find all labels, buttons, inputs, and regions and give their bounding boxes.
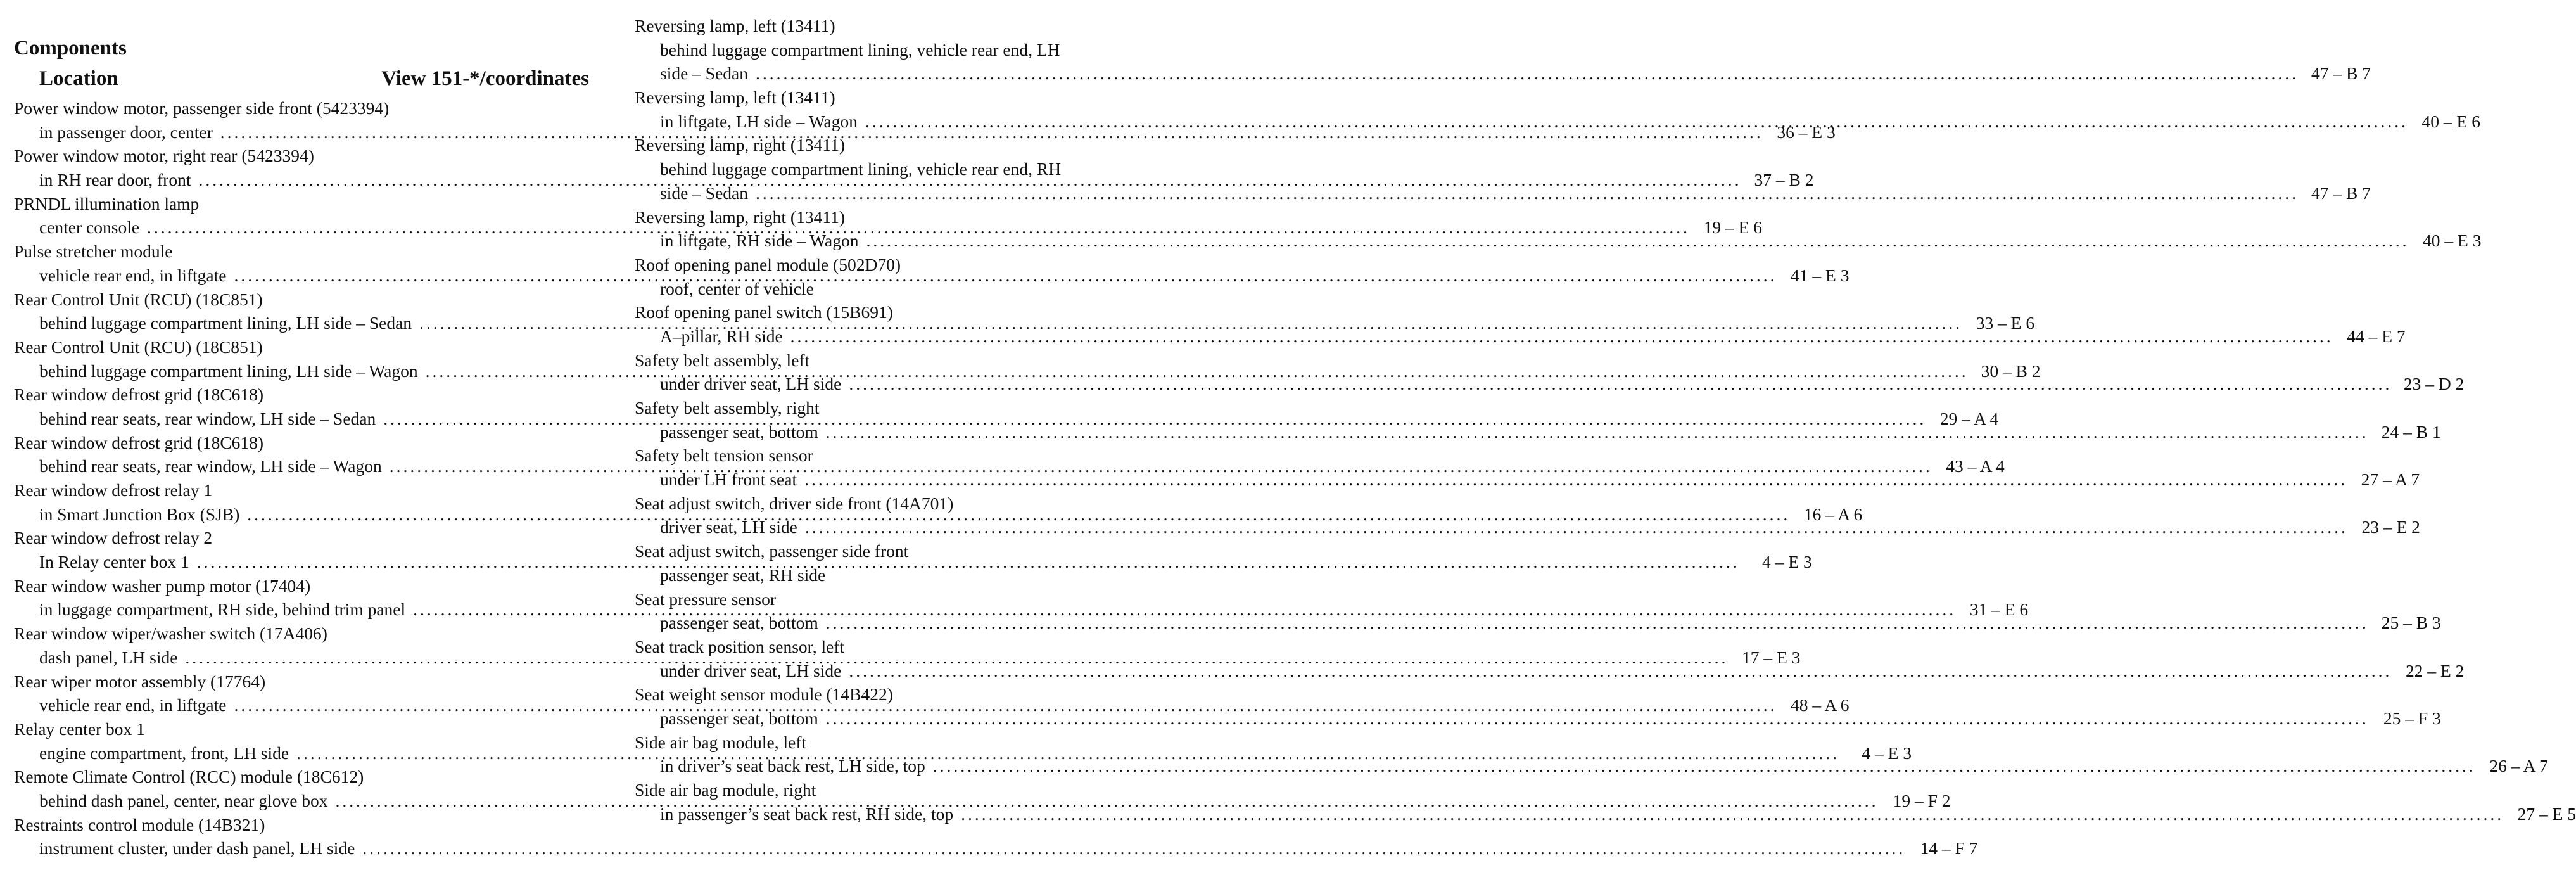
location-row bbox=[635, 468, 2420, 492]
view-coordinate: 29 – A 4 bbox=[1939, 408, 1999, 428]
component-location: dash panel, LH side bbox=[39, 647, 178, 667]
component-name: Seat adjust switch, passenger side front bbox=[635, 541, 909, 561]
component-name: Roof opening panel module (502D70) bbox=[635, 254, 901, 274]
location-row bbox=[635, 229, 2482, 253]
view-coordinate: 27 – E 5 bbox=[2517, 803, 2576, 824]
dot-leader bbox=[756, 61, 2299, 86]
component-name: Power window motor, right rear (5423394) bbox=[14, 146, 314, 166]
location-row bbox=[635, 706, 2441, 731]
view-coordinate: 43 – A 4 bbox=[1946, 456, 2005, 476]
component-name: Seat track position sensor, left bbox=[635, 636, 845, 656]
dot-leader bbox=[933, 754, 2476, 778]
view-coordinate: 48 – A 6 bbox=[1791, 695, 1850, 715]
view-coordinate: 40 – E 3 bbox=[2423, 231, 2482, 251]
component-location: under driver seat, LH side bbox=[660, 374, 842, 394]
component-location: in Smart Junction Box (SJB) bbox=[39, 504, 240, 524]
component-name: Seat weight sensor module (14B422) bbox=[635, 684, 893, 705]
location-row bbox=[635, 372, 2465, 396]
component-location: under LH front seat bbox=[660, 470, 797, 490]
component-name: Rear window defrost relay 2 bbox=[14, 528, 213, 548]
component-name: Pulse stretcher module bbox=[14, 241, 173, 262]
view-coordinate: 41 – E 3 bbox=[1791, 265, 1850, 285]
component-entry bbox=[635, 14, 2371, 86]
view-coordinate: 40 – E 6 bbox=[2421, 111, 2480, 131]
view-coordinate: 25 – F 3 bbox=[2383, 708, 2441, 728]
view-coordinate: 36 – E 3 bbox=[1777, 122, 1836, 142]
dot-leader bbox=[826, 420, 2369, 444]
component-location: vehicle rear end, in liftgate bbox=[39, 695, 227, 715]
component-name: Relay center box 1 bbox=[14, 719, 145, 739]
component-name: Roof opening panel switch (15B691) bbox=[635, 302, 893, 323]
component-name: Rear window wiper/washer switch (17A406) bbox=[14, 623, 327, 644]
component-location: center console bbox=[39, 217, 140, 238]
component-name: Rear window defrost grid (18C618) bbox=[14, 432, 264, 452]
component-location: in driver’s seat back rest, LH side, top bbox=[660, 756, 925, 776]
view-coordinate: 47 – B 7 bbox=[2311, 182, 2371, 203]
component-location: In Relay center box 1 bbox=[39, 552, 189, 572]
view-coordinate: 4 – E 3 bbox=[1762, 552, 1812, 572]
view-coordinate: 19 – E 6 bbox=[1703, 217, 1763, 238]
component-entry bbox=[635, 253, 1207, 300]
component-name: Side air bag module, left bbox=[635, 732, 807, 752]
component-name: Safety belt assembly, right bbox=[635, 398, 820, 418]
component-location: in passenger’s seat back rest, RH side, top bbox=[660, 803, 954, 824]
component-location: A–pillar, RH side bbox=[660, 326, 783, 346]
component-location: in liftgate, RH side – Wagon bbox=[660, 231, 859, 251]
component-name: Seat adjust switch, driver side front (14A701) bbox=[635, 493, 954, 513]
dot-leader bbox=[804, 468, 2347, 492]
dot-leader bbox=[826, 611, 2369, 635]
component-location: behind luggage compartment lining, LH side – Wagon bbox=[39, 361, 418, 381]
dot-leader bbox=[961, 802, 2504, 826]
view-coordinate: 30 – B 2 bbox=[1981, 361, 2041, 381]
view-coordinate: 47 – B 7 bbox=[2311, 63, 2371, 84]
component-location-line: behind luggage compartment lining, vehicle rear end, RH bbox=[660, 159, 1062, 179]
component-location: roof, center of vehicle bbox=[660, 278, 814, 298]
component-name: Rear Control Unit (RCU) (18C851) bbox=[14, 289, 263, 309]
component-location: instrument cluster, under dash panel, LH side bbox=[39, 838, 355, 859]
component-location: in passenger door, center bbox=[39, 122, 213, 142]
location-row bbox=[635, 659, 2465, 683]
component-name: Reversing lamp, left (13411) bbox=[635, 16, 835, 35]
location-row bbox=[635, 420, 2441, 444]
view-coordinate: 24 – B 1 bbox=[2381, 421, 2441, 442]
location-row bbox=[635, 611, 2441, 635]
location-row bbox=[635, 277, 1207, 301]
view-coordinate: 17 – E 3 bbox=[1741, 647, 1801, 667]
dot-leader bbox=[362, 836, 1905, 860]
component-name: Power window motor, passenger side front (5423394) bbox=[14, 98, 390, 118]
location-row bbox=[635, 324, 2406, 348]
component-location: passenger seat, bottom bbox=[660, 421, 818, 442]
component-location: engine compartment, front, LH side bbox=[39, 743, 289, 763]
view-coordinate: 16 – A 6 bbox=[1803, 504, 1863, 524]
view-coordinate: 25 – B 3 bbox=[2381, 613, 2441, 633]
dot-leader bbox=[826, 706, 2369, 731]
component-location: in RH rear door, front bbox=[39, 170, 191, 190]
view-coordinate: 27 – A 7 bbox=[2361, 470, 2420, 490]
component-location: under driver seat, LH side bbox=[660, 660, 842, 681]
column-headers bbox=[14, 61, 589, 96]
view-coordinate: 31 – E 6 bbox=[1969, 599, 2029, 620]
location-row bbox=[635, 802, 2576, 826]
view-coordinates-header: View 151-*/coordinates bbox=[381, 67, 589, 90]
component-location: in luggage compartment, RH side, behind trim panel bbox=[39, 599, 406, 620]
location-row bbox=[635, 754, 2548, 778]
component-location-line: behind luggage compartment lining, vehicle rear end, LH bbox=[660, 39, 1060, 60]
dot-leader bbox=[849, 372, 2392, 396]
component-location: in liftgate, LH side – Wagon bbox=[660, 111, 858, 131]
component-name: Reversing lamp, left (13411) bbox=[635, 87, 835, 108]
component-location: behind dash panel, center, near glove box bbox=[39, 790, 328, 810]
component-name: PRNDL illumination lamp bbox=[14, 193, 200, 214]
view-coordinate: 19 – F 2 bbox=[1893, 790, 1951, 810]
component-name: Restraints control module (14B321) bbox=[14, 814, 265, 834]
location-row bbox=[635, 181, 2371, 205]
component-location: passenger seat, bottom bbox=[660, 613, 818, 633]
component-location: behind luggage compartment lining, LH side – Sedan bbox=[39, 313, 412, 333]
view-coordinate: 4 – E 3 bbox=[1862, 743, 1912, 763]
component-name: Reversing lamp, right (13411) bbox=[635, 135, 845, 155]
view-coordinate: 23 – D 2 bbox=[2403, 374, 2465, 394]
dot-leader bbox=[805, 515, 2348, 539]
component-location: behind rear seats, rear window, LH side – Wagon bbox=[39, 456, 382, 476]
component-name: Rear Control Unit (RCU) (18C851) bbox=[14, 336, 263, 357]
dot-leader bbox=[756, 181, 2299, 205]
view-coordinate: 44 – E 7 bbox=[2347, 326, 2406, 346]
component-name: Rear window defrost relay 1 bbox=[14, 480, 213, 500]
component-location: passenger seat, bottom bbox=[660, 708, 818, 728]
component-location: vehicle rear end, in liftgate bbox=[39, 265, 227, 285]
location-row bbox=[14, 836, 1978, 860]
location-header: Location bbox=[39, 67, 118, 90]
view-coordinate: 37 – B 2 bbox=[1754, 170, 1814, 190]
component-entry bbox=[635, 539, 1207, 587]
component-location: driver seat, LH side bbox=[660, 517, 797, 537]
component-name: Seat pressure sensor bbox=[635, 589, 776, 609]
location-row bbox=[635, 563, 1207, 587]
dot-leader bbox=[790, 324, 2333, 348]
component-location: passenger seat, RH side bbox=[660, 565, 826, 585]
component-name: Safety belt tension sensor bbox=[635, 445, 813, 466]
component-name: Reversing lamp, right (13411) bbox=[635, 207, 845, 227]
component-name: Rear window washer pump motor (17404) bbox=[14, 575, 311, 596]
component-name: Side air bag module, right bbox=[635, 780, 816, 800]
dot-leader bbox=[865, 110, 2408, 134]
view-coordinate: 22 – E 2 bbox=[2405, 660, 2465, 681]
location-row bbox=[635, 515, 2420, 539]
component-name: Rear window defrost grid (18C618) bbox=[14, 385, 264, 405]
dot-leader bbox=[849, 659, 2392, 683]
view-coordinate: 23 – E 2 bbox=[2361, 517, 2420, 537]
section-title: Components bbox=[14, 37, 127, 60]
component-location: side – Sedan bbox=[660, 63, 749, 84]
view-coordinate: 26 – A 7 bbox=[2489, 756, 2548, 776]
component-name: Safety belt assembly, left bbox=[635, 350, 810, 370]
component-location: behind rear seats, rear window, LH side – Sedan bbox=[39, 408, 376, 428]
component-name: Remote Climate Control (RCC) module (18C612) bbox=[14, 767, 364, 787]
view-coordinate: 33 – E 6 bbox=[1976, 313, 2035, 333]
dot-leader bbox=[866, 229, 2409, 253]
location-row bbox=[635, 61, 2371, 86]
component-name: Rear wiper motor assembly (17764) bbox=[14, 671, 266, 691]
component-location: side – Sedan bbox=[660, 182, 749, 203]
view-coordinate: 14 – F 7 bbox=[1920, 838, 1978, 859]
